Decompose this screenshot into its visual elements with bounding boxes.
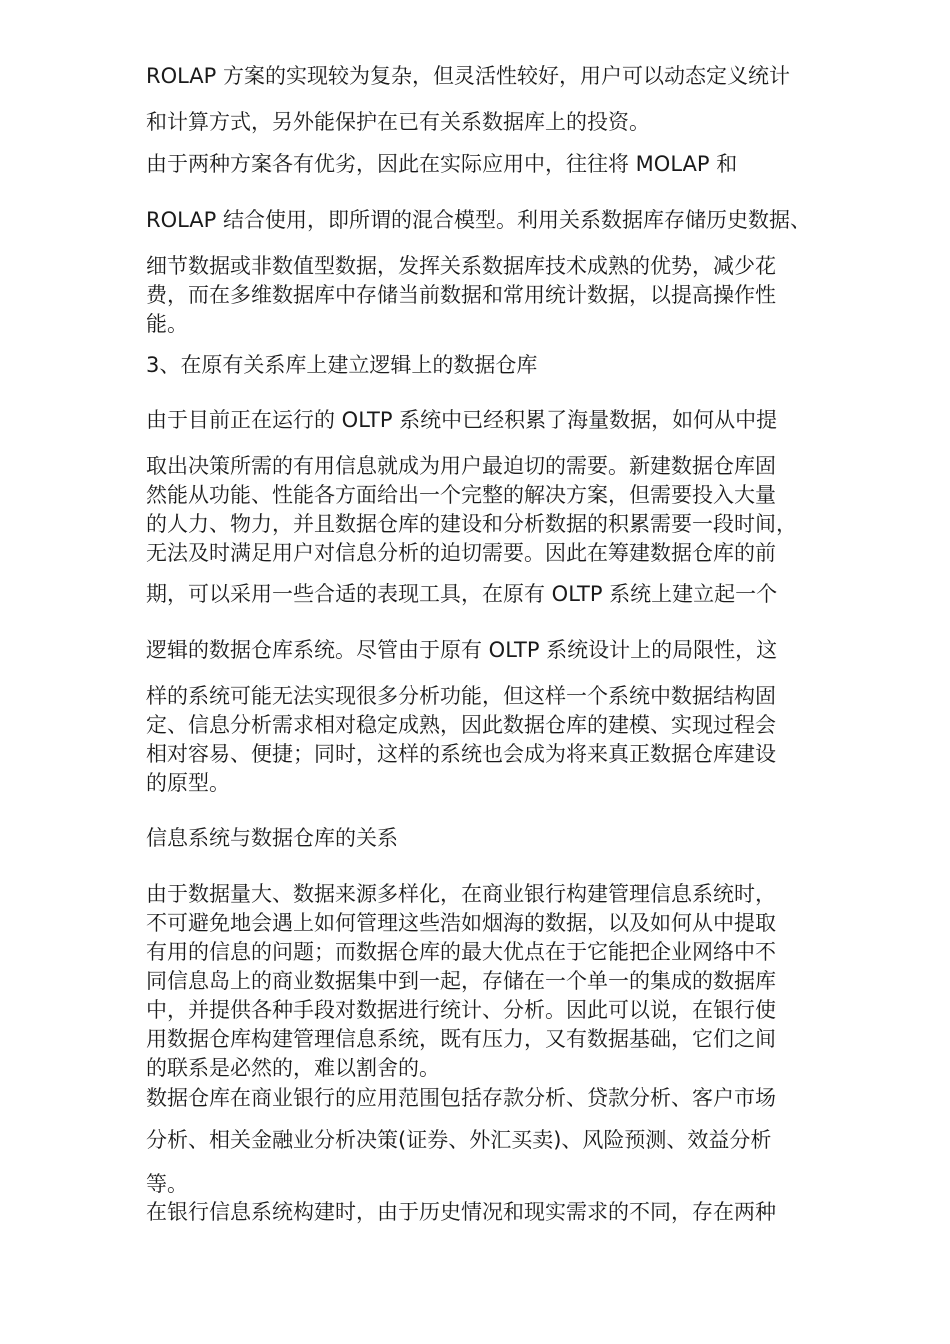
text-line: 由于目前正在运行的 OLTP 系统中已经积累了海量数据，如何从中提 <box>146 408 778 432</box>
text-line: 相对容易、便捷；同时，这样的系统也会成为将来真正数据仓库建设 <box>146 742 776 766</box>
text-line: ROLAP 方案的实现较为复杂，但灵活性较好，用户可以动态定义统计 <box>146 64 791 88</box>
text-line: 逻辑的数据仓库系统。尽管由于原有 OLTP 系统设计上的局限性，这 <box>146 638 778 662</box>
text-line: 数据仓库在商业银行的应用范围包括存款分析、贷款分析、客户市场 <box>146 1086 776 1110</box>
text-line: 和计算方式，另外能保护在已有关系数据库上的投资。 <box>146 110 650 134</box>
text-line: 细节数据或非数值型数据，发挥关系数据库技术成熟的优势，减少花 <box>146 254 776 278</box>
text-line: 能。 <box>146 312 188 336</box>
text-line: 有用的信息的问题；而数据仓库的最大优点在于它能把企业网络中不 <box>146 940 776 964</box>
text-line: 用数据仓库构建管理信息系统，既有压力，又有数据基础，它们之间 <box>146 1027 776 1051</box>
text-line: 无法及时满足用户对信息分析的迫切需要。因此在筹建数据仓库的前 <box>146 541 776 565</box>
text-line: 中，并提供各种手段对数据进行统计、分析。因此可以说，在银行使 <box>146 998 776 1022</box>
text-line: 在银行信息系统构建时，由于历史情况和现实需求的不同，存在两种 <box>146 1200 776 1224</box>
text-line: 由于数据量大、数据来源多样化，在商业银行构建管理信息系统时， <box>146 882 776 906</box>
text-line: 然能从功能、性能各方面给出一个完整的解决方案，但需要投入大量 <box>146 483 776 507</box>
text-line: ROLAP 结合使用，即所谓的混合模型。利用关系数据库存储历史数据、 <box>146 208 812 232</box>
section-heading: 信息系统与数据仓库的关系 <box>146 826 398 850</box>
text-line: 由于两种方案各有优劣，因此在实际应用中，往往将 MOLAP 和 <box>146 152 738 176</box>
text-line: 同信息岛上的商业数据集中到一起，存储在一个单一的集成的数据库 <box>146 969 776 993</box>
text-line: 不可避免地会遇上如何管理这些浩如烟海的数据，以及如何从中提取 <box>146 911 776 935</box>
text-line: 取出决策所需的有用信息就成为用户最迫切的需要。新建数据仓库固 <box>146 454 776 478</box>
text-line: 的人力、物力，并且数据仓库的建设和分析数据的积累需要一段时间， <box>146 512 797 536</box>
text-line: 的联系是必然的，难以割舍的。 <box>146 1056 440 1080</box>
text-line: 定、信息分析需求相对稳定成熟，因此数据仓库的建模、实现过程会 <box>146 713 776 737</box>
text-line: 费，而在多维数据库中存储当前数据和常用统计数据，以提高操作性 <box>146 283 776 307</box>
section-heading: 3、在原有关系库上建立逻辑上的数据仓库 <box>146 353 538 377</box>
text-line: 等。 <box>146 1172 188 1196</box>
text-line: 期，可以采用一些合适的表现工具，在原有 OLTP 系统上建立起一个 <box>146 582 778 606</box>
text-line: 的原型。 <box>146 771 230 795</box>
text-line: 样的系统可能无法实现很多分析功能，但这样一个系统中数据结构固 <box>146 684 776 708</box>
text-line: 分析、相关金融业分析决策(证券、外汇买卖)、风险预测、效益分析 <box>146 1128 772 1152</box>
